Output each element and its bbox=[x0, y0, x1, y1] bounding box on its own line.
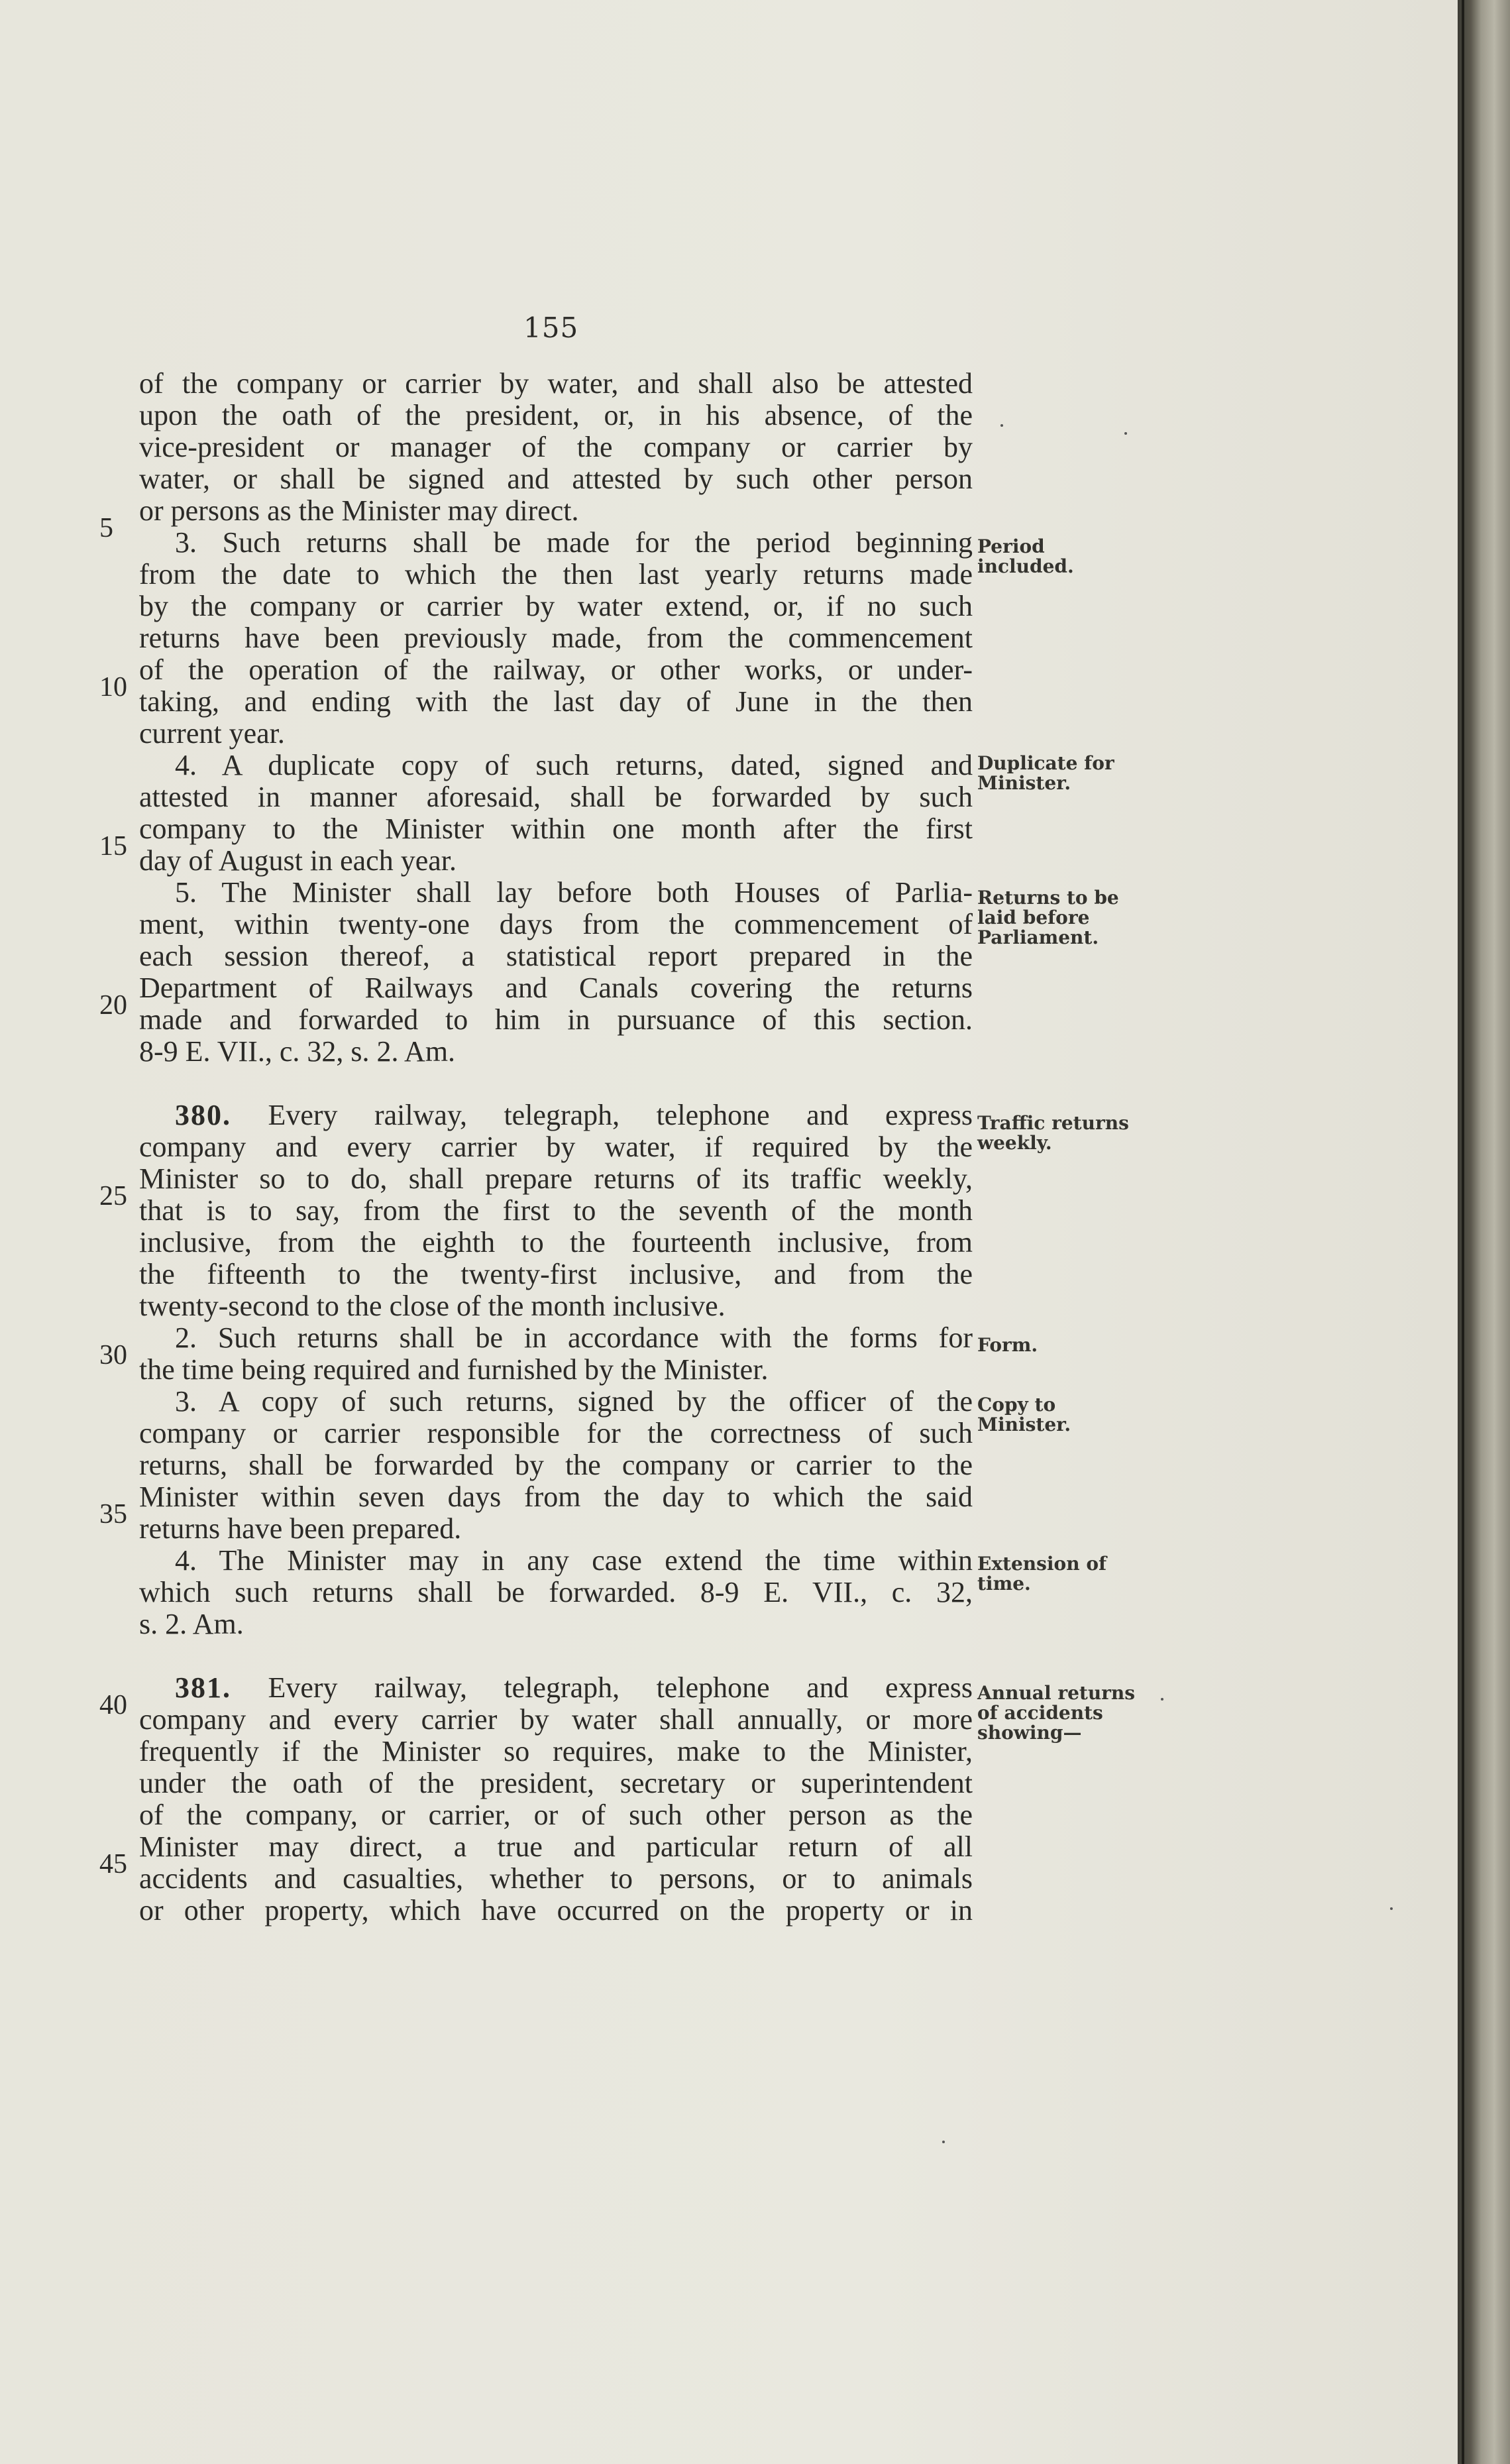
statute-text bbox=[139, 368, 973, 1927]
margin-note-copy-to-minister: Copy to Minister. bbox=[977, 1394, 1071, 1435]
text-line: s. 2. Am. bbox=[139, 1608, 244, 1640]
text-line: that is to say, from the first to the seventh of the month bbox=[139, 1194, 973, 1227]
text-line: ment, within twenty-one days from the commencement of bbox=[139, 908, 973, 940]
text-line: Minister may direct, a true and particular return of all bbox=[139, 1830, 973, 1863]
text-line: from the date to which the then last yearly returns made bbox=[139, 558, 973, 590]
line-number-40: 40 bbox=[99, 1690, 127, 1720]
page-number: 155 bbox=[523, 311, 579, 344]
text-line: 4. A duplicate copy of such returns, dated, signed and bbox=[175, 749, 973, 781]
paragraph bbox=[139, 1545, 973, 1640]
paper-speck bbox=[1161, 1698, 1163, 1701]
text-line: taking, and ending with the last day of June in the then bbox=[139, 685, 973, 718]
text-line bbox=[139, 1672, 973, 1704]
text-line: company or carrier responsible for the correctness of such bbox=[139, 1417, 973, 1449]
text-line: inclusive, from the eighth to the fourteenth inclusive, from bbox=[139, 1226, 973, 1259]
text-line: or persons as the Minister may direct. bbox=[139, 494, 579, 527]
text-line: by the company or carrier by water extend, or, if no such bbox=[139, 590, 973, 622]
line-number-30: 30 bbox=[99, 1340, 127, 1371]
text-line: attested in manner aforesaid, shall be forwarded by such bbox=[139, 781, 973, 813]
text-line: 8-9 E. VII., c. 32, s. 2. Am. bbox=[139, 1035, 456, 1068]
paragraph bbox=[139, 527, 973, 750]
edge-shadow bbox=[1462, 0, 1464, 2464]
text-line: 3. A copy of such returns, signed by the officer of the bbox=[175, 1385, 973, 1418]
paragraph bbox=[139, 877, 973, 1068]
paragraph bbox=[139, 368, 973, 527]
text-line: or other property, which have occurred on the property or in bbox=[139, 1894, 973, 1927]
text-line: accidents and casualties, whether to persons, or to animals bbox=[139, 1862, 973, 1895]
text-line bbox=[139, 1099, 973, 1131]
text-line: made and forwarded to him in pursuance of this section. bbox=[139, 1003, 973, 1036]
section-number: 381. bbox=[175, 1671, 231, 1704]
paper-speck bbox=[1390, 1907, 1393, 1910]
text-line: current year. bbox=[139, 717, 285, 750]
paper-speck bbox=[942, 2141, 945, 2143]
line-number-45: 45 bbox=[99, 1849, 127, 1879]
paper-speck bbox=[1000, 424, 1003, 427]
paragraph bbox=[139, 1322, 973, 1386]
text-line: returns have been prepared. bbox=[139, 1512, 462, 1545]
section-number: 380. bbox=[175, 1099, 231, 1131]
margin-note-extension-of-time: Extension of time. bbox=[977, 1553, 1107, 1595]
text-line: Minister so to do, shall prepare returns of its traffic weekly, bbox=[139, 1162, 973, 1195]
text-line: 4. The Minister may in any case extend the time within bbox=[175, 1544, 973, 1577]
line-number-35: 35 bbox=[99, 1499, 127, 1530]
text-line: company and every carrier by water, if required by the bbox=[139, 1131, 973, 1163]
text-line: company and every carrier by water shall annually, or more bbox=[139, 1703, 973, 1736]
text-line: Minister within seven days from the day to which the said bbox=[139, 1481, 973, 1513]
text-line: vice-president or manager of the company or carrier by bbox=[139, 431, 973, 463]
text-line: which such returns shall be forwarded. 8-9 E. VII., c. 32, bbox=[139, 1576, 973, 1608]
text-line: each session thereof, a statistical report prepared in the bbox=[139, 940, 973, 972]
section-380 bbox=[139, 1099, 973, 1322]
text-line: returns, shall be forwarded by the company or carrier to the bbox=[139, 1449, 973, 1481]
text-line: Department of Railways and Canals covering the returns bbox=[139, 972, 973, 1004]
margin-note-form: Form. bbox=[977, 1334, 1038, 1356]
section-381 bbox=[139, 1672, 973, 1927]
margin-note-traffic-returns-weekly: Traffic returns weekly. bbox=[977, 1112, 1129, 1154]
text-line: the fifteenth to the twenty-first inclusive, and from the bbox=[139, 1258, 973, 1290]
paragraph bbox=[139, 1386, 973, 1545]
text-line: company to the Minister within one month after the first bbox=[139, 812, 973, 845]
text-line: under the oath of the president, secretary or superintendent bbox=[139, 1767, 973, 1799]
book-edge bbox=[1458, 0, 1510, 2464]
text-line: water, or shall be signed and attested by such other person bbox=[139, 463, 973, 495]
text-line: 3. Such returns shall be made for the period beginning bbox=[175, 526, 973, 559]
line-number-20: 20 bbox=[99, 990, 127, 1021]
text-line: of the operation of the railway, or other works, or under- bbox=[139, 653, 973, 686]
text-line: 5. The Minister shall lay before both Houses of Parlia- bbox=[175, 876, 973, 909]
margin-note-returns-laid-before-parliament: Returns to be laid before Parliament. bbox=[977, 887, 1119, 948]
line-number-15: 15 bbox=[99, 831, 127, 862]
text-line-content: Every railway, telegraph, telephone and express bbox=[231, 1671, 973, 1704]
text-line: twenty-second to the close of the month inclusive. bbox=[139, 1290, 726, 1322]
paper-speck bbox=[1124, 432, 1127, 435]
text-line: returns have been previously made, from the commencement bbox=[139, 622, 973, 654]
line-number-10: 10 bbox=[99, 672, 127, 702]
text-line: of the company, or carrier, or of such other person as the bbox=[139, 1799, 973, 1831]
text-line-content: Every railway, telegraph, telephone and express bbox=[231, 1099, 973, 1131]
line-number-5: 5 bbox=[99, 513, 113, 543]
margin-note-period-included: Period included. bbox=[977, 535, 1074, 577]
text-line: upon the oath of the president, or, in his absence, of the bbox=[139, 399, 973, 431]
text-line: frequently if the Minister so requires, make to the Minister, bbox=[139, 1735, 973, 1767]
text-line: the time being required and furnished by the Minister. bbox=[139, 1353, 769, 1386]
margin-note-duplicate-for-minister: Duplicate for Minister. bbox=[977, 752, 1114, 794]
paragraph bbox=[139, 750, 973, 877]
text-line: day of August in each year. bbox=[139, 844, 457, 877]
text-line: of the company or carrier by water, and shall also be attested bbox=[139, 367, 973, 400]
line-number-25: 25 bbox=[99, 1181, 127, 1211]
text-line: 2. Such returns shall be in accordance with the forms for bbox=[175, 1321, 973, 1354]
margin-note-annual-returns-accidents: Annual returns of accidents showing— bbox=[977, 1682, 1136, 1744]
